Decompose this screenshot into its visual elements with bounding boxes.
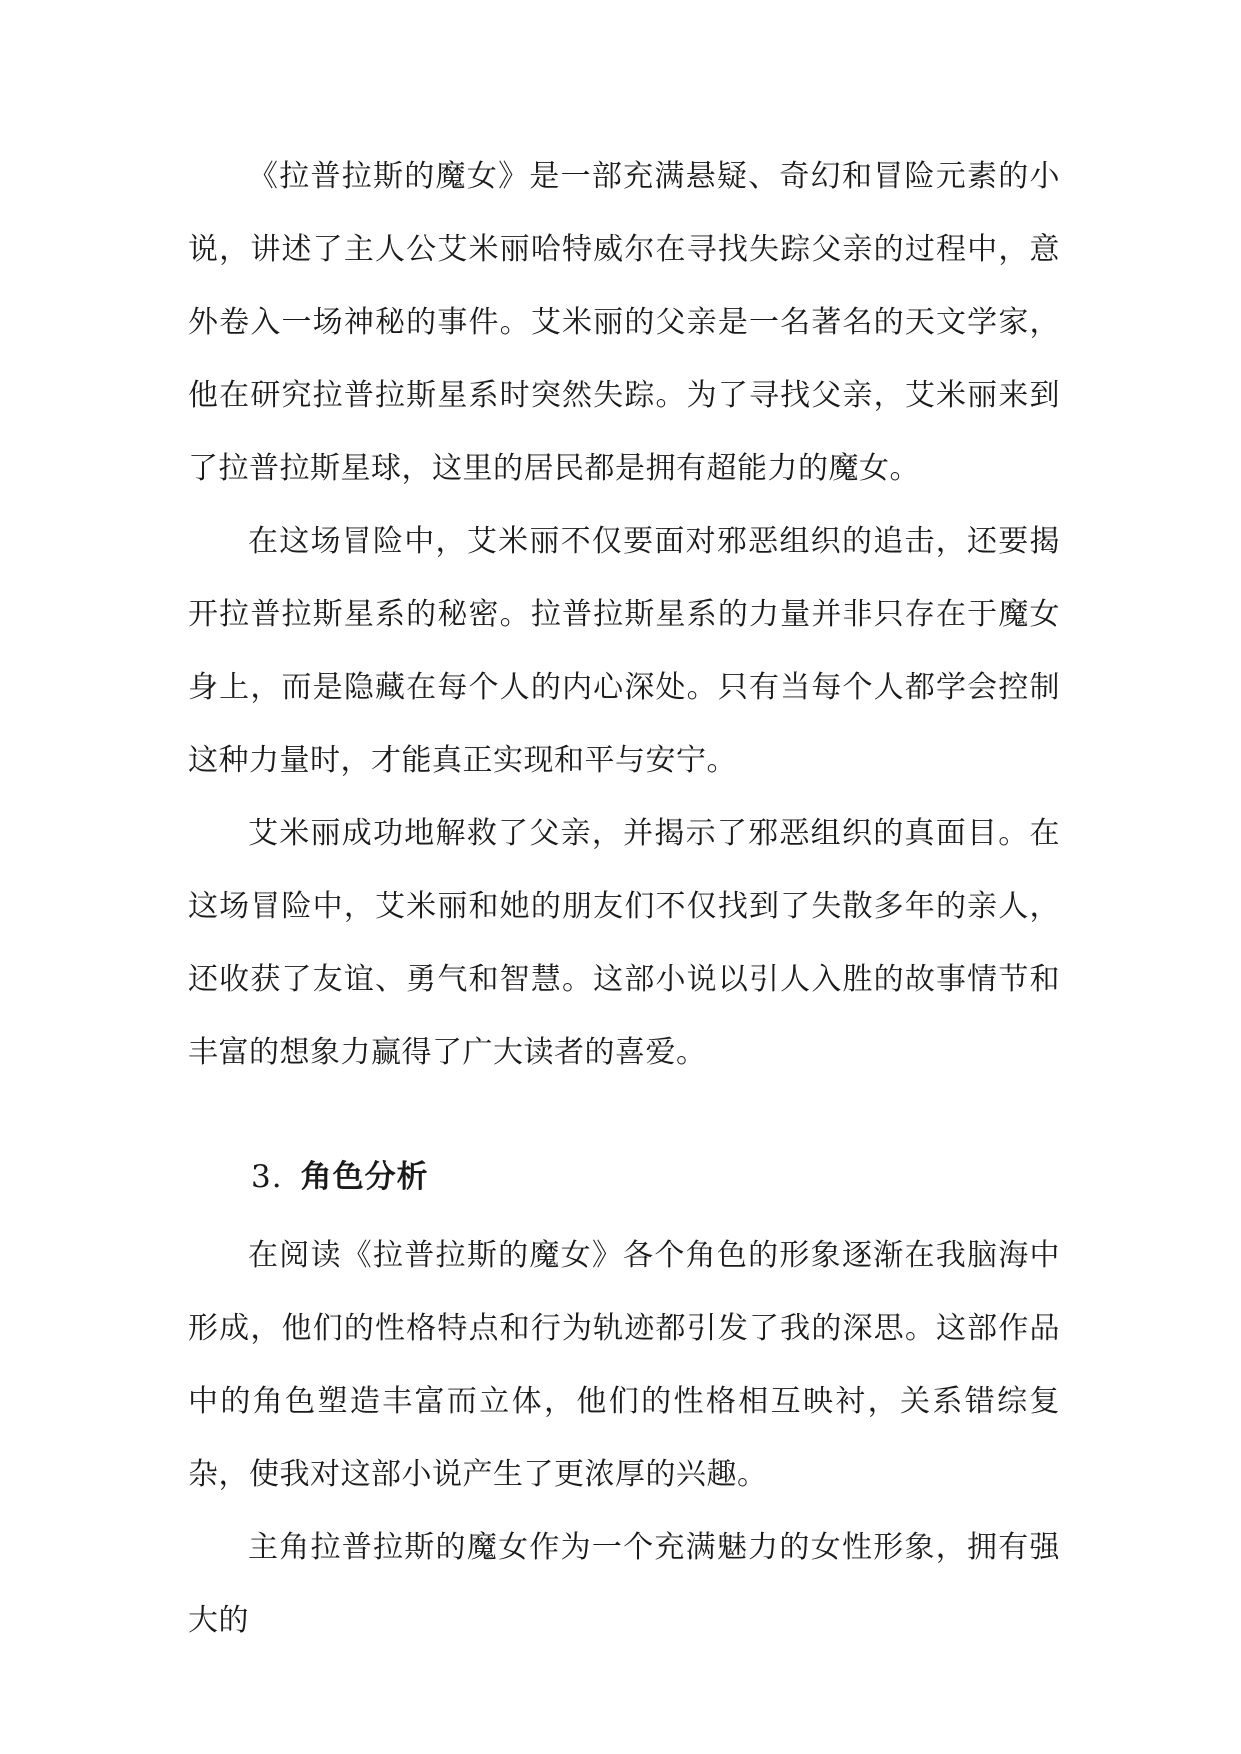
paragraph-adventure: 在这场冒险中，艾米丽不仅要面对邪恶组织的追击，还要揭开拉普拉斯星系的秘密。拉普拉斯星系的力量并非只存在于魔女身上，而是隐藏在每个人的内心深处。只有当每个人都学会控制这种力量时，才能真正实现和平与安宁。 (188, 524, 1060, 778)
section-heading (188, 1137, 1060, 1217)
section-title: 角色分析 (300, 1159, 429, 1195)
paragraph-conclusion: 艾米丽成功地解救了父亲，并揭示了邪恶组织的真面目。在这场冒险中，艾米丽和她的朋友们不仅找到了失散多年的亲人，还收获了友谊、勇气和智慧。这部小说以引人入胜的故事情节和丰富的想象力赢得了广大读者的喜爱。 (188, 816, 1060, 1070)
paragraph-synopsis: 《拉普拉斯的魔女》是一部充满悬疑、奇幻和冒险元素的小说，讲述了主人公艾米丽哈特威尔在寻找失踪父亲的过程中，意外卷入一场神秘的事件。艾米丽的父亲是一名著名的天文学家，他在研究拉普拉斯星系时突然失踪。为了寻找父亲，艾米丽来到了拉普拉斯星球，这里的居民都是拥有超能力的魔女。 (188, 159, 1060, 486)
paragraph-character-intro: 在阅读《拉普拉斯的魔女》各个角色的形象逐渐在我脑海中形成，他们的性格特点和行为轨迹都引发了我的深思。这部作品中的角色塑造丰富而立体，他们的性格相互映衬，关系错综复杂，使我对这部小说产生了更浓厚的兴趣。 (188, 1238, 1060, 1492)
paragraph-protagonist: 主角拉普拉斯的魔女作为一个充满魅力的女性形象，拥有强大的 (188, 1530, 1060, 1638)
document-body (188, 140, 1060, 1657)
section-number: 3. (251, 1159, 283, 1195)
